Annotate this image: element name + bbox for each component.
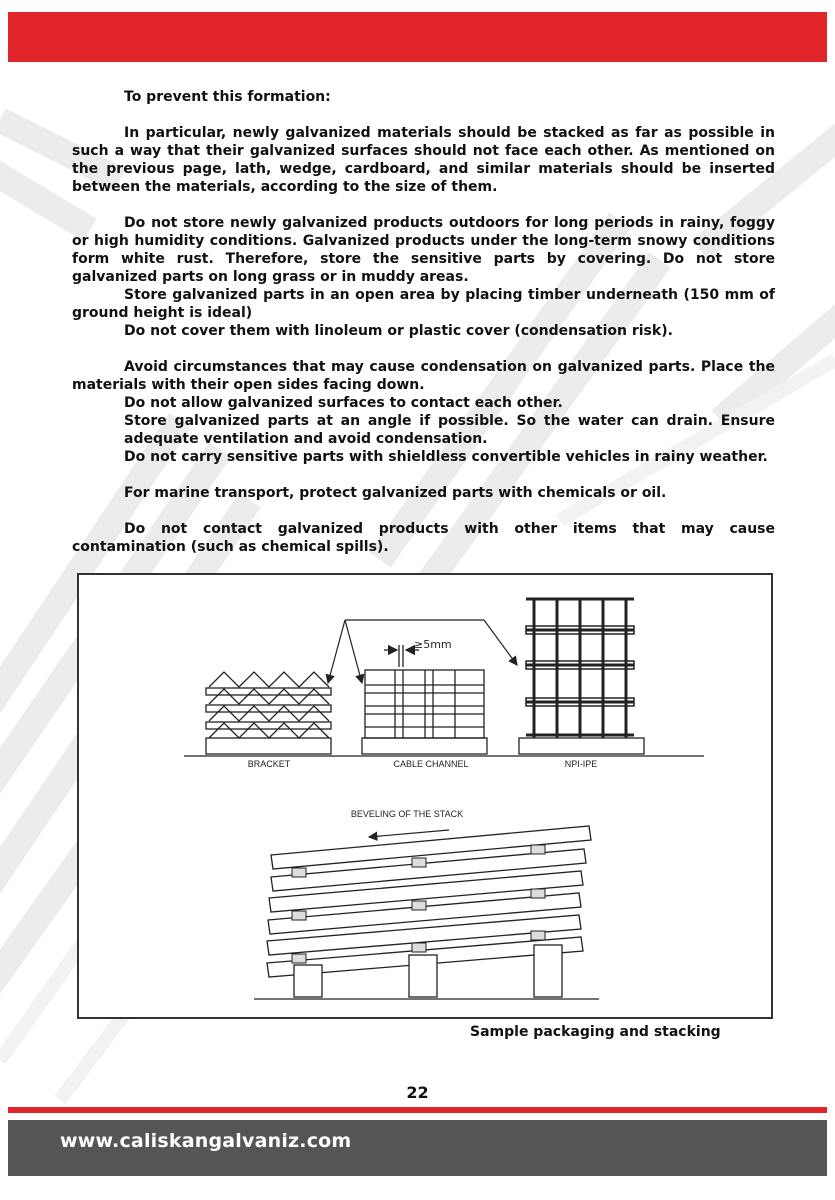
paragraph-angle: Store galvanized parts at an angle if possible. So the water can drain. Ensure adequate ventilation and avoid condensation. <box>124 413 775 447</box>
paragraph-contamination: Do not contact galvanized products with other items that may cause contamination (such as chemical spills). <box>72 521 775 555</box>
paragraph-marine: For marine transport, protect galvanized parts with chemicals or oil. <box>124 485 667 501</box>
paragraph-stacking: In particular, newly galvanized materials should be stacked as far as possible in such a way that their galvanized surfaces should not face each other. As mentioned on the previous page, lath, wedge, cardboard, and similar materials should be inserted between the materials, according to the size of them. <box>72 125 775 195</box>
paragraph-vehicles: Do not carry sensitive parts with shieldless convertible vehicles in rainy weather. <box>124 449 768 465</box>
page-number: 22 <box>406 1083 429 1102</box>
main-text <box>72 88 775 556</box>
npi-ipe-stack <box>519 599 644 754</box>
footer-website-link[interactable]: www.caliskangalvaniz.com <box>60 1130 352 1152</box>
comparison-arrows <box>328 620 517 683</box>
stacking-diagram <box>79 575 771 1017</box>
paragraph-condensation: Avoid circumstances that may cause condensation on galvanized parts. Place the materials with their open sides facing down. <box>72 359 775 393</box>
paragraph-timber: Store galvanized parts in an open area by placing timber underneath (150 mm of ground height is ideal) <box>72 287 775 321</box>
figure-caption: Sample packaging and stacking <box>470 1024 721 1040</box>
label-npi-ipe: NPI-IPE <box>564 759 598 769</box>
label-cable-channel: CABLE CHANNEL <box>393 759 469 769</box>
cable-channel-stack <box>362 645 487 754</box>
label-beveling: BEVELING OF THE STACK <box>350 809 464 819</box>
paragraph-outdoor-storage: Do not store newly galvanized products outdoors for long periods in rainy, foggy or high humidity conditions. Galvanized products under the long-term snowy conditions form white rust. Therefore, store the sensitive parts by covering. Do not store galvanized parts on long grass or in muddy areas. <box>72 215 775 285</box>
label-bracket: BRACKET <box>247 759 291 769</box>
paragraph-cover: Do not cover them with linoleum or plastic cover (condensation risk). <box>124 323 673 339</box>
footer-red-line <box>8 1107 827 1113</box>
bracket-stack <box>206 672 331 754</box>
beveling-arrow <box>369 830 449 837</box>
stacking-figure <box>77 573 773 1019</box>
gap-label: ≥5mm <box>414 638 452 651</box>
heading-prevent: To prevent this formation: <box>124 89 331 105</box>
header-red-bar <box>8 12 827 62</box>
beveled-stack <box>267 826 591 997</box>
paragraph-contact: Do not allow galvanized surfaces to contact each other. <box>124 395 563 411</box>
